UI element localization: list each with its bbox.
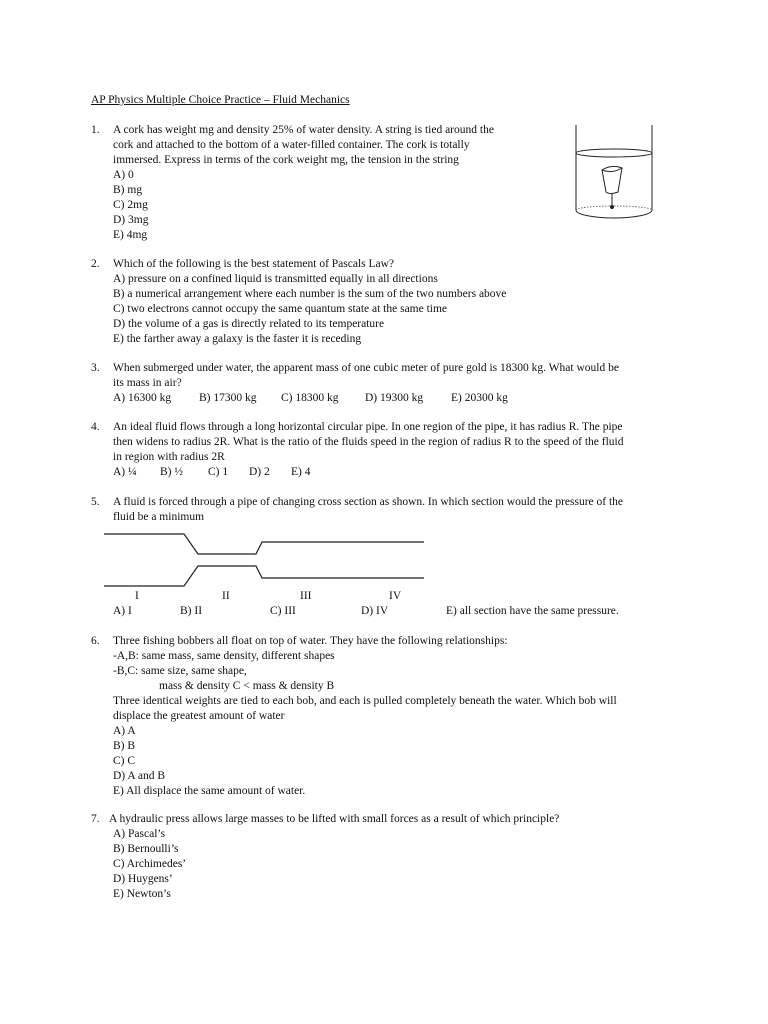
question-text: When submerged under water, the apparent mass of one cubic meter of pure gold is 18300 kg. What would be (113, 362, 619, 374)
question-text: in region with radius 2R (113, 451, 225, 463)
question-text: A fluid is forced through a pipe of changing cross section as shown. In which section would the pressure of the (113, 496, 624, 508)
question-text: mass & density C < mass & density B (159, 680, 335, 692)
choice: B) mg (113, 184, 143, 196)
choice: E) the farther away a galaxy is the faster it is receding (113, 333, 362, 345)
choice: A) Pascal’s (113, 828, 166, 840)
choice: B) ½ (160, 466, 183, 478)
string-anchor (611, 206, 614, 209)
choice: A) I (113, 605, 132, 617)
question-number: 5. (91, 496, 100, 508)
choices-row (113, 391, 619, 406)
choice: C) 18300 kg (281, 392, 339, 404)
question-text: then widens to radius 2R. What is the ratio of the fluids speed in the region of radius R to the speed of the fluid (113, 436, 624, 448)
choice: E) all section have the same pressure. (446, 605, 619, 617)
choice: D) IV (361, 605, 389, 617)
choice: D) A and B (113, 770, 166, 782)
section-label-i: I (135, 590, 139, 602)
choice: B) Bernoulli’s (113, 843, 179, 855)
page-title: AP Physics Multiple Choice Practice – Fluid Mechanics (91, 94, 350, 106)
question-text: its mass in air? (113, 377, 182, 389)
choice: D) 2 (249, 466, 270, 478)
question-text: Which of the following is the best statement of Pascals Law? (113, 258, 395, 270)
question-text: cork and attached to the bottom of a water-filled container. The cork is totally (113, 139, 470, 151)
choice: B) a numerical arrangement where each number is the sum of the two numbers above (113, 288, 507, 300)
choice: C) 2mg (113, 199, 148, 211)
question-number: 3. (91, 362, 100, 374)
choice: A) A (113, 725, 136, 737)
question-number: 4. (91, 421, 100, 433)
question-text: Three identical weights are tied to each bob, and each is pulled completely beneath the water. Which bob will (113, 695, 617, 707)
choice: D) Huygens’ (113, 873, 173, 885)
choice: E) Newton’s (113, 888, 171, 900)
section-label-ii: II (222, 590, 230, 602)
choice: A) 0 (113, 169, 134, 181)
question-number: 2. (91, 258, 100, 270)
choices-row (113, 465, 623, 480)
choice: D) 19300 kg (365, 392, 424, 404)
choice: C) Archimedes’ (113, 858, 187, 870)
pipe-diagram (104, 530, 428, 590)
cork-container-diagram (566, 122, 662, 222)
question-text: -B,C: same size, same shape, (113, 665, 247, 677)
question-text: A cork has weight mg and density 25% of water density. A string is tied around the (113, 124, 494, 136)
choice: D) 3mg (113, 214, 149, 226)
choice: B) II (180, 605, 203, 617)
choice: E) 4 (291, 466, 311, 478)
choice: E) 4mg (113, 229, 148, 241)
choice: A) pressure on a confined liquid is transmitted equally in all directions (113, 273, 438, 285)
choice: D) the volume of a gas is directly related to its temperature (113, 318, 385, 330)
question-number: 7. (91, 813, 100, 825)
question-text: immersed. Express in terms of the cork weight mg, the tension in the string (113, 154, 459, 166)
choice: B) 17300 kg (199, 392, 257, 404)
choice: E) 20300 kg (451, 392, 508, 404)
choice: C) C (113, 755, 136, 767)
question-text: Three fishing bobbers all float on top of water. They have the following relationships: (113, 635, 508, 647)
choice: C) two electrons cannot occupy the same quantum state at the same time (113, 303, 448, 315)
choice: B) B (113, 740, 136, 752)
question-text: fluid be a minimum (113, 511, 205, 523)
section-label-iv: IV (389, 590, 402, 602)
choice: E) All displace the same amount of water. (113, 785, 306, 797)
question-text: An ideal fluid flows through a long horizontal circular pipe. In one region of the pipe, it has radius R. The pipe (113, 421, 623, 433)
question-number: 6. (91, 635, 100, 647)
question-text: -A,B: same mass, same density, different shapes (113, 650, 335, 662)
pipe-bottom-wall (104, 566, 424, 586)
section-label-iii: III (300, 590, 312, 602)
pipe-top-wall (104, 534, 424, 554)
question-text: displace the greatest amount of water (113, 710, 285, 722)
container-bottom (576, 210, 652, 218)
question-text: A hydraulic press allows large masses to be lifted with small forces as a result of which principle? (109, 813, 560, 825)
choice: C) III (270, 605, 296, 617)
question-number: 1. (91, 124, 100, 136)
container-bottom-back (576, 206, 652, 210)
choice: C) 1 (208, 466, 229, 478)
water-surface (576, 149, 652, 157)
choice: A) ¼ (113, 466, 137, 478)
choice: A) 16300 kg (113, 392, 172, 404)
